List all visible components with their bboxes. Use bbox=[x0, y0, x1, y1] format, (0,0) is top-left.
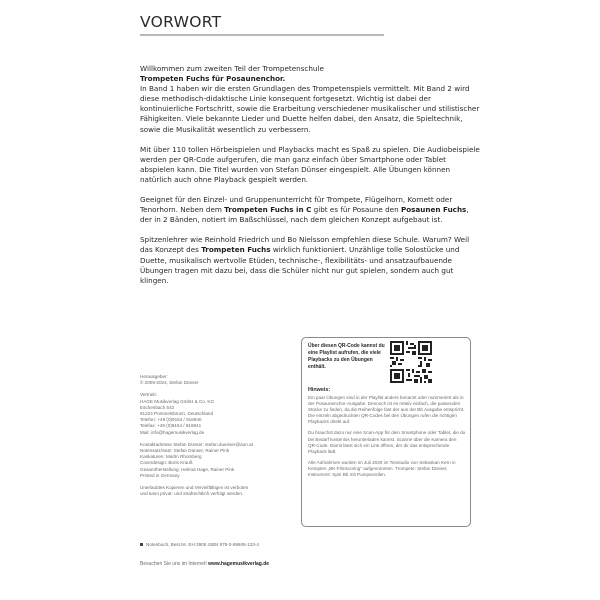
book-title: Trompeten Fuchs für Posaunenchor. bbox=[140, 74, 286, 84]
credits-line: Coverdesign: Boris Krauß bbox=[140, 460, 193, 466]
isbn-line bbox=[140, 542, 259, 547]
website-link[interactable]: www.hagemusikverlag.de bbox=[208, 561, 270, 567]
credits-line: Karikaturen: Martin Rhomberg bbox=[140, 454, 202, 460]
text-span: Spitzenlehrer wie Reinhold Friedrich und Bo Nielsson empfehlen diese Schule. Warum? Weil das Konzept des bbox=[140, 235, 470, 255]
welcome-line: Willkommen zum zweiten Teil der Trompetenschule bbox=[140, 64, 324, 73]
paragraph-welcome bbox=[140, 64, 480, 135]
hint-paragraph: Du brauchst dazu nur eine Scan-App für dein Smartphone oder Tablet, die du bei Bedarf kostenlos herunterladen kannst. Scanne über die Kamera den QR-Code. Damit lässt sich ein Link öffnen, der dir das entsprechende Playback lädt. bbox=[308, 430, 466, 454]
credits-line: Kontaktadresse Stefan Dünser: stefan.duenser@aon.at bbox=[140, 441, 253, 447]
hint-title: Hinweis: bbox=[308, 387, 331, 393]
hint-paragraph: Alle Aufnahmen wurden im Juli 2020 im Tonstudio von Sebastian Kern in Kempten „BK-Filmscoring" aufgenommen. Trompete: Stefan Dünser, Instrument: Spiri Bb mit Pumpventilen. bbox=[308, 459, 456, 478]
paragraph-suitability bbox=[140, 195, 480, 225]
bold-trompeten-fuchs-in-c: Trompeten Fuchs in C bbox=[224, 205, 312, 215]
copyright-line: und kann privat- und strafrechtlich verfolgt werden. bbox=[140, 491, 244, 497]
title-divider bbox=[140, 34, 384, 36]
distribution-line: Telefon: +49 (0)9154 / 916940 bbox=[140, 417, 202, 423]
distribution-line: Mail: info@hagemusikverlag.de bbox=[140, 429, 205, 435]
credits-line: Notensatz/Satz: Stefan Dünser, Rainer Pink bbox=[140, 448, 230, 454]
website-line bbox=[140, 561, 269, 567]
distribution-line: 91224 Pommelsbrunn, Deutschland bbox=[140, 411, 214, 417]
hint-paragraph: Ein paar Übungen sind in der Playlist anders benannt oder nummeriert als in der Posaunenchor-Ausgabe. Dennoch ist es relativ einfach, die passenden Stücke zu finden, da die Reihenfolge fast der aus der Bb Ausgabe entspricht. Die einzeln abgedruckten QR-Codes bei den Übungen rufen die richtigen Playbacks direkt auf. bbox=[308, 395, 465, 425]
distribution-line: Eschenbach 542 bbox=[140, 404, 175, 410]
publisher-block bbox=[140, 374, 300, 386]
paragraph-audio: Mit über 110 tollen Hörbeispielen und Playbacks macht es Spaß zu spielen. Die Audiobeispiele werden per QR-Code aufgerufen, die man ganz einfach über Smartphone oder Tablet abspielen kann. Die Titel wurden von Stefan Dünser eingespielt. Alle Übungen können natürlich auch ohne Playback gespielt werden. bbox=[140, 144, 480, 184]
bold-trompeten-fuchs: Trompeten Fuchs bbox=[201, 245, 271, 255]
paragraph-recommendation bbox=[140, 235, 480, 285]
hint-body bbox=[308, 395, 466, 483]
credits-line: Printed in Germany bbox=[140, 472, 180, 478]
credits-line: Gesamtherstellung: Helmut Hage, Rainer Pink bbox=[140, 466, 235, 472]
qr-code-icon[interactable] bbox=[390, 341, 432, 383]
text-span: wirklich funktioniert. Unzählige tolle Solostücke und Duette, musikalisch wertvolle Etüden, technische-, flexibilitäts- und ansatzaufbauende Übungen tragen mit dazu bei, dass die Schüler nicht nur gut spielen, sondern auch gut klingen. bbox=[140, 245, 460, 285]
isbn-text: Notenbuch, Best.Nr. EH 3905 ISBN 978-3-89606-133-4 bbox=[146, 542, 259, 547]
copyright-line: Unerlaubtes Kopieren und Vervielfältigen ist verboten bbox=[140, 485, 249, 491]
copyright-block bbox=[140, 485, 300, 497]
publisher-value: © 2009-2024, Stefan Dünser bbox=[140, 380, 199, 386]
bold-posaunen-fuchs: Posaunen Fuchs bbox=[400, 205, 467, 215]
foreword-text bbox=[140, 64, 480, 296]
visit-text: Besuchen Sie uns im Internet! bbox=[140, 561, 209, 567]
page-title: VORWORT bbox=[140, 13, 222, 31]
credits-block bbox=[140, 442, 300, 479]
distribution-line: Telefax: +49 (0)9154 / 916941 bbox=[140, 423, 202, 429]
qr-info-box bbox=[301, 337, 471, 527]
imprint bbox=[140, 374, 300, 503]
text-span: , der in 2 Bänden, notiert im Baßschlüssel, nach dem gleichen Konzept aufgebaut ist. bbox=[140, 205, 469, 225]
bullet-square-icon bbox=[140, 543, 143, 546]
text-span: Geeignet für den Einzel- und Gruppenunterricht für Trompete, Flügelhorn, Kornett oder Tenorhorn. Neben dem bbox=[140, 195, 453, 215]
text-span: gibt es für Posaune den bbox=[311, 205, 401, 215]
distribution-label: Vertrieb: bbox=[140, 392, 158, 398]
qr-description: Über diesen QR-Code kannst du eine Playlist aufrufen, die viele Playbacks zu den Übungen enthält. bbox=[308, 343, 385, 370]
welcome-body: In Band 1 haben wir die ersten Grundlagen des Trompetenspiels vermittelt. Mit Band 2 wird diese methodisch-didaktische Linie konsequent fortgesetzt. Wichtig ist dabei der kontinuierliche Fortschritt, sowie die Erarbeitung verschiedener musikalischer und stilistischer Fähigkeiten. Viele bekannte Lieder und Duette helfen dabei, den Ansatz, die Spieltechnik, sowie die Musikalität wesentlich zu verbessern. bbox=[140, 84, 480, 134]
publisher-label: Herausgeber: bbox=[140, 374, 168, 379]
distribution-line: HAGE Musikverlag GmbH & Co. KG bbox=[140, 398, 215, 404]
distribution-block bbox=[140, 392, 300, 435]
